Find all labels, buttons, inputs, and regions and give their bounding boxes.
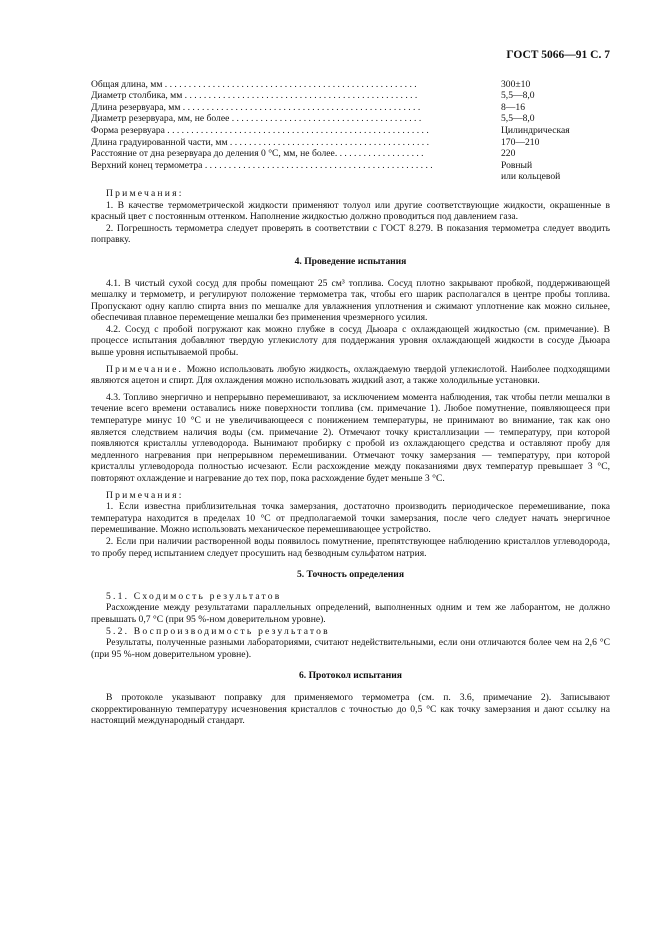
note-paragraph: 2. Если при наличии растворенной воды появилось помутнение, препятствующее наблюдению кристаллов углеводорода, то пробу перед испытанием следует просушить над безводным сульфатом натрия. bbox=[91, 535, 610, 559]
paragraph-5-1: Расхождение между результатами параллельных определений, выполненных одним и тем же лаборантом, не должно превышать 0,7 °С (при 95 %-ном доверительном уровне). bbox=[91, 602, 610, 625]
spec-value: Ровный bbox=[501, 159, 533, 171]
spec-label: Общая длина, мм . . . . . . . . . . . . . . . . . . . . . . . . . . . . . . . . . . . . . . . . . . . . . . . . . . . . . bbox=[91, 78, 417, 90]
spec-row bbox=[91, 113, 610, 125]
spec-label: Диаметр резервуара, мм, не более . . . . . . . . . . . . . . . . . . . . . . . . . . . . . . . . . . . . . . . . bbox=[91, 113, 422, 125]
spec-row bbox=[91, 160, 610, 172]
notes-title: Примечания: bbox=[106, 489, 184, 501]
spec-label: Диаметр столбика, мм . . . . . . . . . . . . . . . . . . . . . . . . . . . . . . . . . . . . . . . . . . . . . . . . . bbox=[91, 90, 418, 102]
section-title: 6. Протокол испытания bbox=[299, 670, 402, 682]
spec-row bbox=[91, 148, 610, 160]
section-title: 4. Проведение испытания bbox=[294, 255, 407, 267]
subsection-label: 5.1. Сходимость результатов bbox=[106, 590, 282, 602]
note-paragraph: 2. Погрешность термометра следует проверять в соответствии с ГОСТ 8.279. В показания термометра следует вводить поправку. bbox=[91, 222, 610, 246]
spec-row bbox=[91, 125, 610, 137]
section-title: 5. Точность определения bbox=[296, 569, 405, 581]
spec-row bbox=[91, 79, 610, 91]
spec-row bbox=[91, 102, 610, 114]
subsection-label: 5.2. Воспроизводимость результатов bbox=[106, 625, 330, 637]
thermometer-spec-list bbox=[91, 79, 610, 183]
paragraph-4-3: 4.3. Топливо энергично и непрерывно перемешивают, за исключением момента наблюдения, так чтобы петли мешалки в течение всего времени оставались ниже поверхности топлива (см. примечание 1). Любое помутнение, появляющееся при температуре минус 10 °С и не увеличивающееся с понижением температуры, не принимают во внимание, так как оно является следствием наличия воды (см. примечание 2). Отмечают точку кристаллизации — температуру, при которой появляются кристаллы углеводорода. Вынимают пробирку с пробой из охлаждающего средства и оставляют пробу для медленного нагревания при непрерывном перемешивании. Отмечают точку замерзания — температуру, при которой кристаллы углеводорода полностью исчезают. Если расхождение между показаниями двух температур превышает 3 °С, повторяют охлаждение и нагревание до тех пор, пока расхождение будет меньше 3 °С. bbox=[91, 391, 610, 484]
note-paragraph: 1. В качестве термометрической жидкости применяют толуол или другие соответствующие жидкости, окрашенные в красный цвет с постоянным оттенком. Наполнение жидкостью должно проводиться под давлением газа. bbox=[91, 199, 610, 223]
spec-value-continuation: или кольцевой bbox=[501, 171, 561, 183]
paragraph-5-2: Результаты, полученные разными лабораториями, считают недействительными, если они отличаются более чем на 2,6 °С (при 95 %-ном доверительном уровне). bbox=[91, 637, 610, 660]
paragraph-4-1: 4.1. В чистый сухой сосуд для пробы помещают 25 см³ топлива. Сосуд плотно закрывают пробкой, поддерживающей мешалку и термометр, и регулируют положение термометра так, чтобы его шарик располагался в центре пробы топлива. Пропускают одну каплю спирта вниз по мешалке для увлажнения уплотнения и сжимают уплотнение как можно сильнее, обеспечивая плавное перемещение мешалки без применения чрезмерного усилия. bbox=[91, 277, 610, 324]
spec-value: 8—16 bbox=[501, 101, 525, 113]
spec-row bbox=[91, 137, 610, 149]
paragraph-4-2: 4.2. Сосуд с пробой погружают как можно глубже в сосуд Дьюара с охлаждающей жидкостью (см. примечание). В процессе испытания добавляют твердую углекислоту для поддержания уровня охлаждающей жидкости в сосуде Дьюара выше уровня испытываемой пробы. bbox=[91, 323, 610, 359]
note-text: Можно использовать любую жидкость, охлаждаемую твердой углекислотой. Наиболее подходящими являются ацетон и спирт. Для охлаждения можно использовать жидкий азот, а также холодильные установки. bbox=[91, 363, 610, 387]
spec-value: 5,5—8,0 bbox=[501, 113, 535, 125]
note-label: Примечание. bbox=[106, 363, 184, 375]
spec-label: Верхний конец термометра . . . . . . . . . . . . . . . . . . . . . . . . . . . . . . . . . . . . . . . . . . . . . . . . bbox=[91, 159, 433, 171]
spec-label: Форма резервуара . . . . . . . . . . . . . . . . . . . . . . . . . . . . . . . . . . . . . . . . . . . . . . . . . . . . . . . bbox=[91, 124, 429, 136]
spec-value: Цилиндрическая bbox=[501, 124, 570, 136]
spec-value: 5,5—8,0 bbox=[501, 90, 535, 102]
spec-label: Длина градуированной части, мм . . . . . . . . . . . . . . . . . . . . . . . . . . . . . . . . . . . . . . . . . . bbox=[91, 136, 429, 148]
spec-label: Расстояние от дна резервуара до деления 0 °С, мм, не более. . . . . . . . . . . . . . . . . . . bbox=[91, 148, 424, 160]
spec-value: 300±10 bbox=[501, 78, 531, 90]
document-page bbox=[91, 50, 610, 727]
spec-value: 170—210 bbox=[501, 136, 540, 148]
note-paragraph: 1. Если известна приблизительная точка замерзания, достаточно производить периодическое перемешивание, пока температура находится в пределах 10 °С от предполагаемой точки замерзания, после чего следует начать энергичное перемешивание. Можно использовать механическое перемешивающее устройство. bbox=[91, 501, 610, 536]
notes-title: Примечания: bbox=[106, 187, 184, 199]
page-header: ГОСТ 5066—91 С. 7 bbox=[506, 49, 610, 61]
spec-row bbox=[91, 90, 610, 102]
paragraph-6: В протоколе указывают поправку для применяемого термометра (см. п. 3.6, примечание 2). Записывают скорректированную температуру исчезновения кристаллов с точностью до 0,5 °С как точку замерзания и дают ссылку на настоящий международный стандарт. bbox=[91, 691, 610, 727]
spec-value: 220 bbox=[501, 148, 516, 160]
spec-label: Длина резервуара, мм . . . . . . . . . . . . . . . . . . . . . . . . . . . . . . . . . . . . . . . . . . . . . . . . . . bbox=[91, 101, 421, 113]
note-paragraph bbox=[91, 364, 610, 387]
